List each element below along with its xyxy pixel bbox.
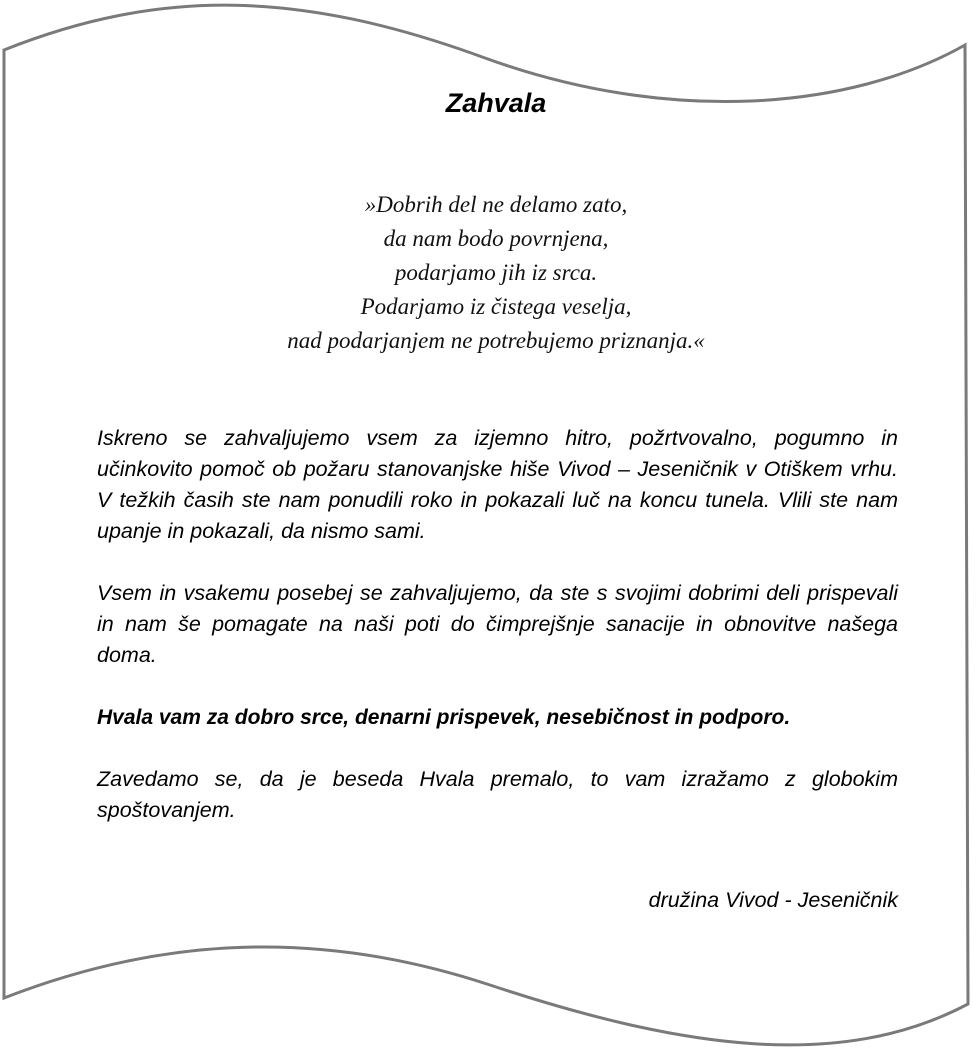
motto-line: nad podarjanjem ne potrebujemo priznanja.« [287, 328, 705, 353]
paragraph-bold-thanks: Hvala vam za dobro srce, denarni prispevek, nesebičnost in podporo. [97, 706, 791, 729]
motto-line: »Dobrih del ne delamo zato, [364, 192, 628, 217]
motto-line: podarjamo jih iz srca. [394, 260, 598, 285]
signature: družina Vivod - Jeseničnik [648, 888, 898, 912]
paragraph-contribution: Vsem in vsakemu posebej se zahvaljujemo, da ste s svojimi dobrimi deli prispevali in nam še pomagate na naši poti do čimprejšnje sanacije in obnovitve našega doma. [97, 581, 898, 667]
motto-line: da nam bodo povrnjena, [383, 226, 609, 251]
motto-line: Podarjamo iz čistega veselja, [360, 294, 632, 319]
document-title: Zahvala [445, 88, 547, 118]
paragraph-thanks: Iskreno se zahvaljujemo vsem za izjemno hitro, požrtvovalno, pogumno in učinkovito pomoč ob požaru stanovanjske hiše Vivod – Jeseničnik v Otiškem vrhu. V težkih časih ste nam ponudili roko in pokazali luč na koncu tunela. Vlili ste nam upanje in pokazali, da nismo sami. [97, 426, 898, 543]
motto-quote [200, 188, 792, 358]
paragraph-closing: Zavedamo se, da je beseda Hvala premalo, to vam izražamo z globokim spoštovanjem. [97, 767, 898, 822]
